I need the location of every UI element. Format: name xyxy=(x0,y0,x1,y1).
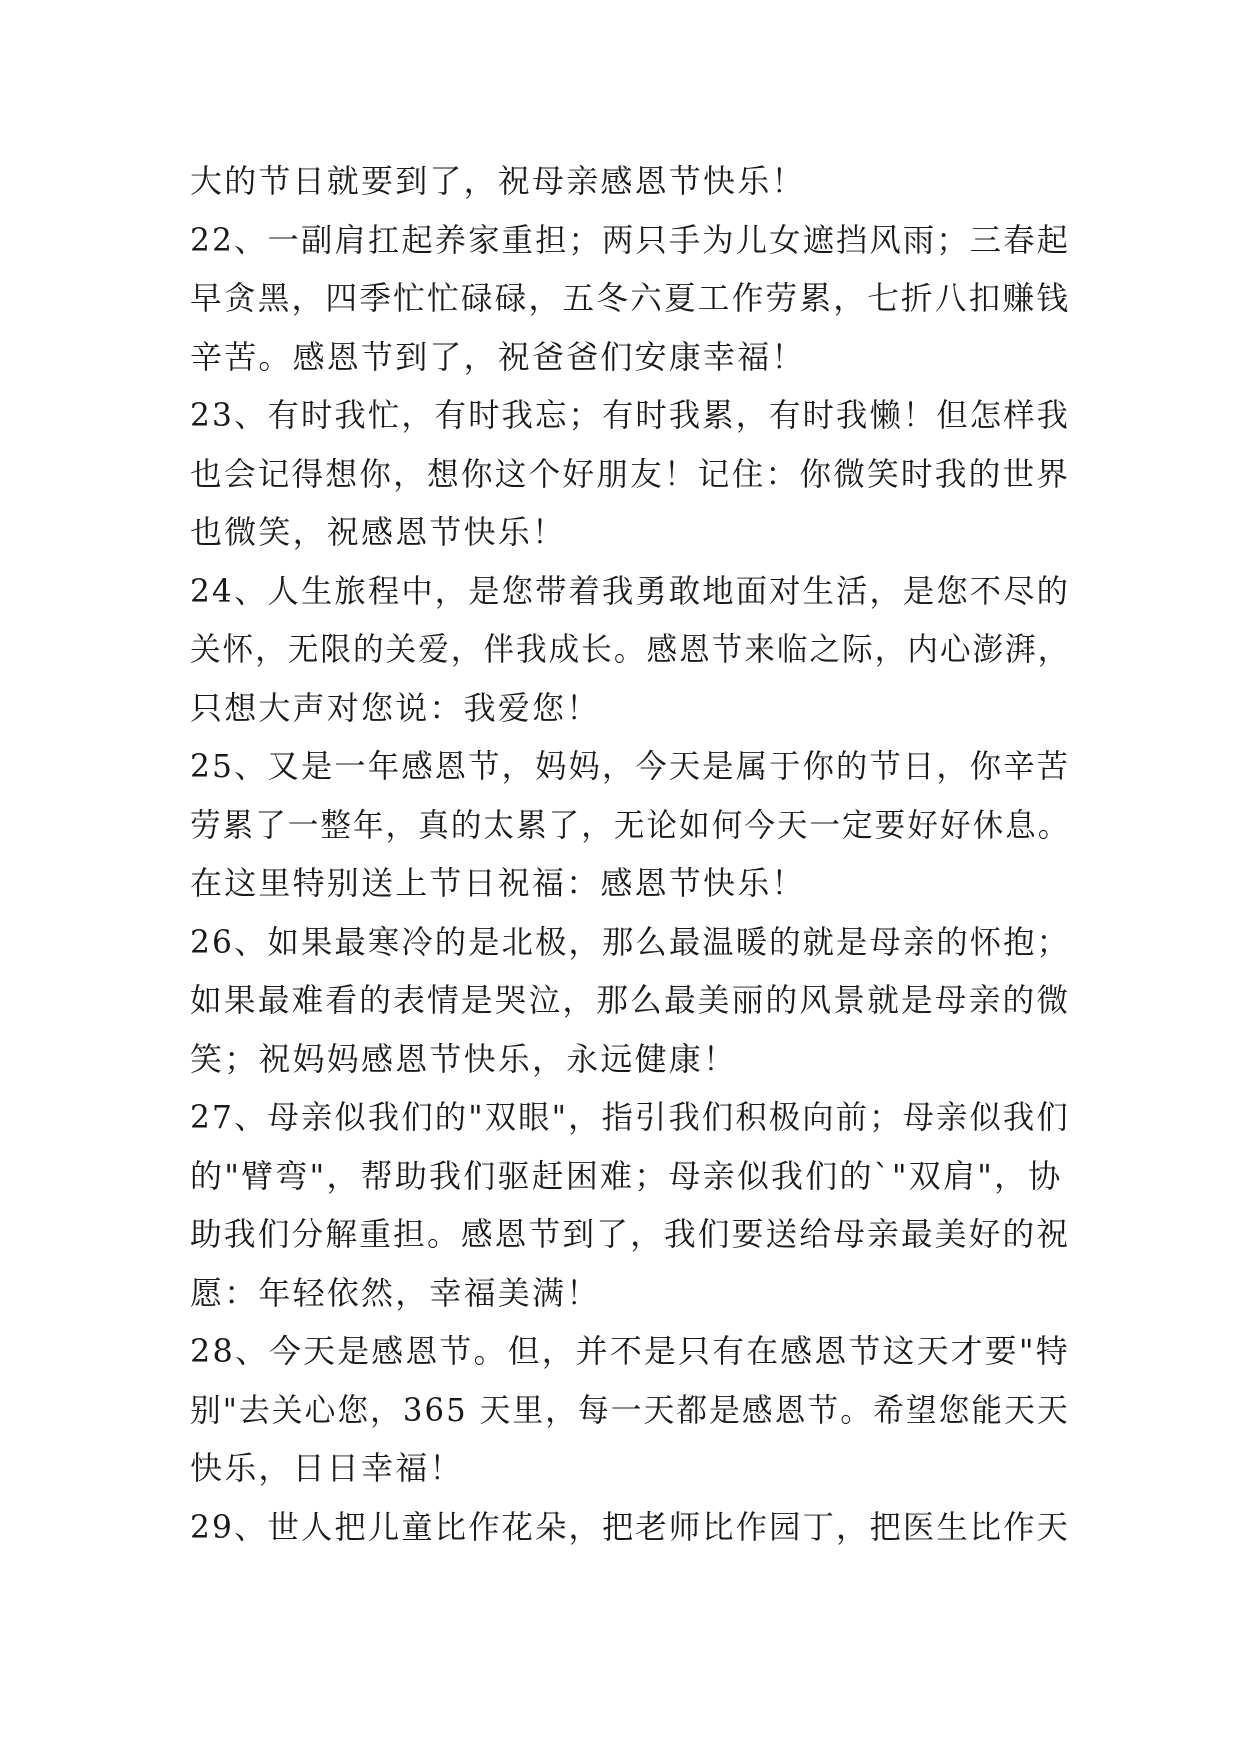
text-line: 也微笑，祝感恩节快乐！ xyxy=(190,513,567,551)
text-line: 在这里特别送上节日祝福：感恩节快乐！ xyxy=(190,864,806,902)
text-line: 的"臂弯"，帮助我们驱赶困难；母亲似我们的`"双肩"，协 xyxy=(190,1156,1063,1195)
text-line: 28、今天是感恩节。但，并不是只有在感恩节这天才要"特 xyxy=(190,1332,1070,1370)
text-line: 只想大声对您说：我爱您！ xyxy=(190,688,601,727)
text-line: 助我们分解重担。感恩节到了，我们要送给母亲最美好的祝 xyxy=(190,1215,1071,1253)
text-line: 也会记得想你，想你这个好朋友！记住：你微笑时我的世界 xyxy=(190,454,1071,493)
text-line: 大的节日就要到了，祝母亲感恩节快乐！ xyxy=(190,162,806,200)
text-line: 愿：年轻依然，幸福美满！ xyxy=(190,1273,601,1312)
text-line: 22、一副肩扛起养家重担；两只手为儿女遮挡风雨；三春起 xyxy=(190,220,1071,259)
text-line: 24、人生旅程中，是您带着我勇敢地面对生活，是您不尽的 xyxy=(190,571,1071,610)
text-line: 27、母亲似我们的"双眼"，指引我们积极向前；母亲似我们 xyxy=(190,1098,1070,1136)
document-body xyxy=(190,152,1070,1556)
text-line: 如果最难看的表情是哭泣，那么最美丽的风景就是母亲的微 xyxy=(190,981,1071,1019)
text-line: 别"去关心您，365 天里，每一天都是感恩节。希望您能天天 xyxy=(190,1390,1070,1429)
text-line: 早贪黑，四季忙忙碌碌，五冬六夏工作劳累，七折八扣赚钱 xyxy=(190,279,1071,317)
text-line: 23、有时我忙，有时我忘；有时我累，有时我懒！但怎样我 xyxy=(190,396,1071,434)
text-line: 辛苦。感恩节到了，祝爸爸们安康幸福！ xyxy=(190,337,806,376)
text-line: 关怀，无限的关爱，伴我成长。感恩节来临之际，内心澎湃， xyxy=(190,630,1071,668)
text-line: 25、又是一年感恩节，妈妈，今天是属于你的节日，你辛苦 xyxy=(190,747,1071,785)
text-line: 快乐，日日幸福！ xyxy=(190,1449,464,1487)
text-line: 笑；祝妈妈感恩节快乐，永远健康！ xyxy=(190,1039,738,1078)
text-line: 29、世人把儿童比作花朵，把老师比作园丁，把医生比作天 xyxy=(190,1507,1071,1546)
text-line: 劳累了一整年，真的太累了，无论如何今天一定要好好休息。 xyxy=(190,805,1071,844)
text-line: 26、如果最寒冷的是北极，那么最温暖的就是母亲的怀抱； xyxy=(190,922,1071,961)
